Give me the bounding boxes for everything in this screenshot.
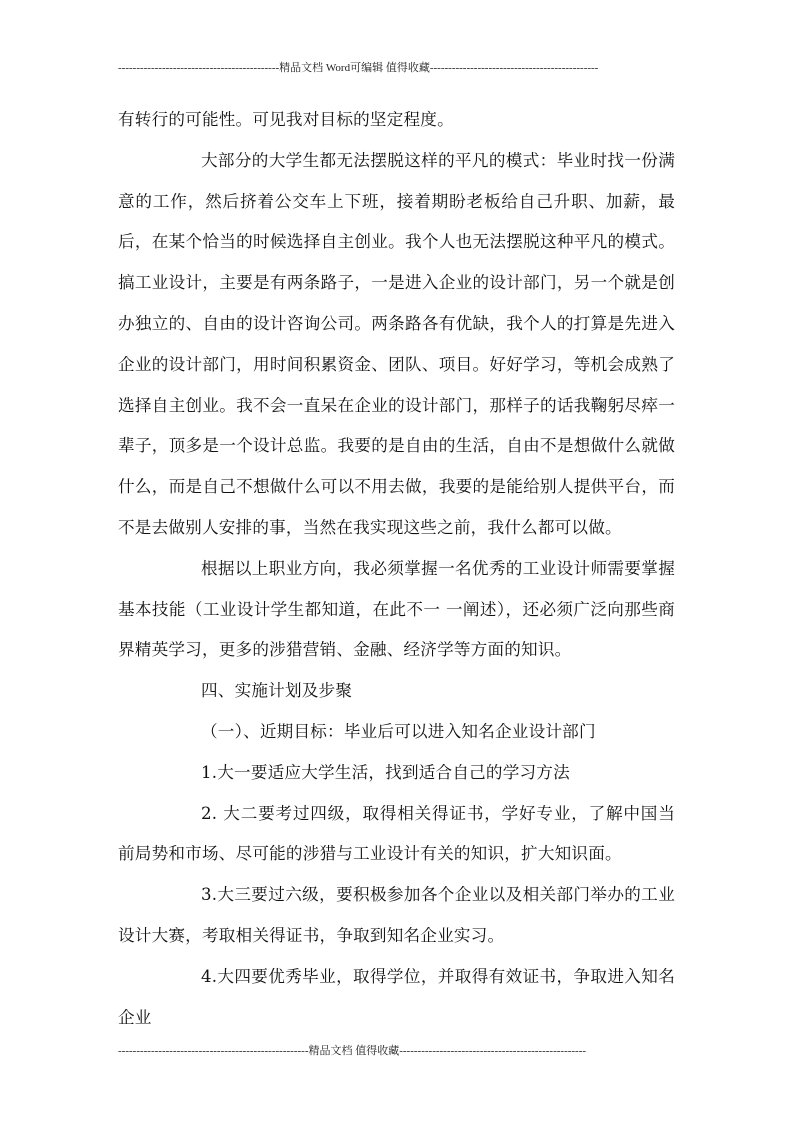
subsection-heading-short-term: （一）、近期目标：毕业后可以进入知名企业设计部门 [201, 721, 596, 741]
paragraph-career-model: 大部分的大学生都无法摆脱这样的平凡的模式：毕业时找一份满意的工作，然后挤着公交车上下班，接着期盼老板给自己升职、加薪，最后，在某个恰当的时候选择自主创业。我个人也无法摆脱这种平凡的模式。搞工业设计，主要是有两条路子，一是进入企业的设计部门，另一个就是创办独立的、自由的设计咨询公司。两条路各有优缺，我个人的打算是先进入企业的设计部门，用时间积累资金、团队、项目。好好学习，等机会成熟了选择自主创业。我不会一直呆在企业的设计部门，那样子的话我鞠躬尽瘁一辈子，顶多是一个设计总监。我要的是自由的生活，自由不是想做什么就做什么，而是自己不想做什么可以不用去做，我要的是能给别人提供平台，而不是去做别人安排的事，当然在我实现这些之前，我什么都可以做。 [118, 150, 675, 537]
page-footer: ----------------------------------------------------精品文档 值得收藏--------------------------------------------------- [118, 1045, 587, 1057]
page-header: --------------------------------------------精品文档 Word可编辑 值得收藏---------------------------------------------- [118, 62, 599, 74]
section-heading-plan: 四、实施计划及步聚 [201, 681, 353, 701]
list-item-year-1: 1.大一要适应大学生活，找到适合自己的学习方法 [201, 762, 570, 782]
document-body [118, 100, 675, 1038]
list-item-year-4: 4.大四要优秀毕业，取得学位，并取得有效证书，争取进入知名企业 [118, 966, 675, 1027]
paragraph-skills: 根据以上职业方向，我必须掌握一名优秀的工业设计师需要掌握基本技能（工业设计学生都知道，在此不一 一阐述），还必须广泛向那些商界精英学习，更多的涉猎营销、金融、经济学等方面的知识。 [118, 558, 675, 660]
list-item-year-2: 2. 大二要考过四级，取得相关得证书，学好专业，了解中国当前局势和市场、尽可能的涉猎与工业设计有关的知识，扩大知识面。 [118, 803, 675, 864]
paragraph-continuation: 有转行的可能性。可见我对目标的坚定程度。 [118, 110, 454, 129]
list-item-year-3: 3.大三要过六级，要积极参加各个企业以及相关部门举办的工业设计大赛，考取相关得证书，争取到知名企业实习。 [118, 885, 675, 945]
